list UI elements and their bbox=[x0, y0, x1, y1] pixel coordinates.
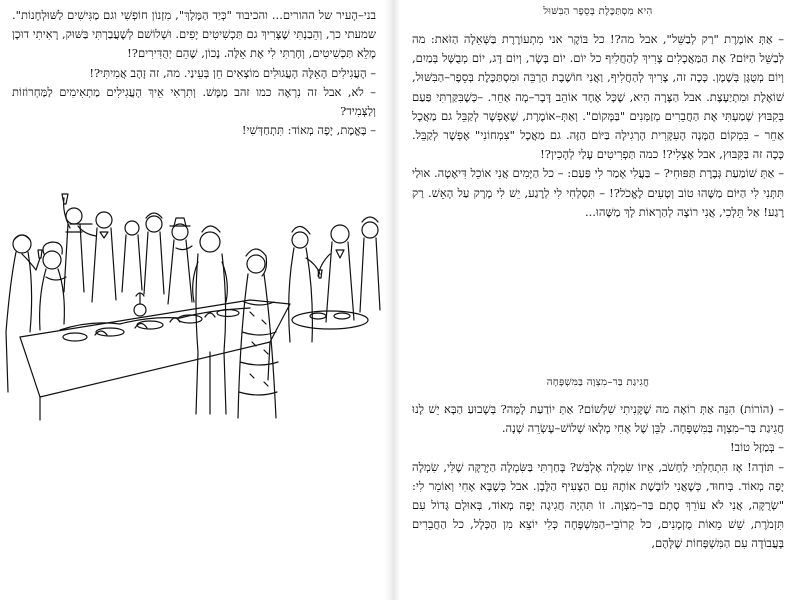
guest-figure bbox=[62, 194, 84, 292]
guest-figure bbox=[70, 212, 116, 302]
section-title: חֲגִיגַת בַּר–מִצְוָה בַּמִּשְׁפָּחָה bbox=[546, 377, 650, 388]
guest-figure bbox=[289, 226, 322, 342]
guest-figure bbox=[122, 213, 164, 294]
right-paragraph: – בְּמַזָּל טוֹב! bbox=[729, 440, 784, 455]
left-paragraph: – בֶּאֱמֶת, יָפֶה מְאוֹד: תִּתְחַדְּשִׁי! bbox=[241, 123, 376, 138]
party-illustration bbox=[0, 192, 384, 422]
left-paragraph: בני–הָעיר של ההורים... והכיבוד "כְּיַד הַמֶּלֶךְ", מִזְנוֹן חוֹפְשִׁי וגם מַגִּישִׁים לַשּׁוּלְחָנוֹת". שמעתי כך, וְהֵבַנְתִּי שֶׁצָּרִיךְ גם תַּכְשִׁיטִים יָפִים. וּשְׁלוֹשׁם לְשֶׁעֲבַרְתִּי בַּשּׁוּק, רָאִיתִי דוּכָן מָלֵא תַּכְשִׁיטִים, וְחָרַתִּי לִי אֶת אֵלֶּה. נָכוֹן, שֶׁהֵם יְהֻדִּירִים?! bbox=[12, 8, 376, 61]
left-paragraph: – הָעֲגִילִים הָאֵלֶּה הָעֲגוּלִים מוֹצְאִים חֵן בְּעֵינַי. מה, זה זָהָב אֲמִיתִּי?! bbox=[89, 65, 376, 80]
right-paragraph: – תּוֹדָה! אָז הִתְחַלְתִּי לַחְשֹׁב, אֵיזוֹ שִׂמְלָה אֶלְבַּשׁ? בָּחַרְתִּי בַּשִּׂמְלָה הַיְּרֻקָּה שֶׁלִּי, שִׂמְלָה יָפָה מְאוֹד. בְּיִחוּד, כְּשֶׁאֲנִי לוֹבֶשֶׁת אוֹתָהּ עִם הַצָּעִיף הַלָּבָן. אבל כְּשֶׁבָּא אָחִי וְאוֹמֵר לִי: "שְׂרֻקָּה, אֲנִי לֹא עוֹרֵךְ סְתָם בַּר–מִצְוָה. זוֹ תִּהְיֶה חֲגִיגָה יָפָה מְאוֹד, בְּאוּלָם גָּדוֹל עִם תִּזְמֹרֶת, שֵׁשׁ מֵאוֹת מֻזְמָנִים, כל קְרוֹבֵי–הַמִּשְׁפָּחָה כְּלִי יוֹצֵא מִן הַכְּלָל, כל הַחֲבֵרִים בָּעֲבוֹדָה עִם הַמִּשְׁפָּחוֹת שֶׁלָּהֶם, bbox=[412, 459, 784, 551]
guest-figure bbox=[238, 249, 278, 418]
right-paragraph: – (הוֹרוֹת) הִנֵּה אַתְּ רוֹאָה מה שֶׁקָּנִיתִי שִׁלְשׁוֹם? אַתְּ יוֹדַעַת לָמָּה? בְּשָׁבוּעַ הַבָּא יֵשׁ לָנוּ חֲגִיגַת בַּר–מִצְוָה בַּמִּשְׁפָּחָה. לַבֵּן שֶׁל אָחִי מָלְאוּ שְׁלוֹשׁ–עֶשְׂרֵה שָׁנָה. bbox=[412, 402, 784, 436]
right-paragraph: – אַתְּ שׁוֹמַעַת גְּבֶרֶת תַּפּוּחִי? – בַּעֲלִי אָמַר לִי פַּעַם: – כל הַיָּמִים אֲנִי אוֹכֵל דִּיאֶטָה. אוּלַי תִּתְּנִי לִי הַיּוֹם מַשֶּׁהוּ טוֹב וְטָעִים לֶאֱכֹל?! – תִּסְלְחִי לִי לְרֶגַע, יֵשׁ לִי מָרָק עַל הָאֵשׁ. רַק רֶגַע! אַל תֵּלְכִי, אֲנִי רוֹצָה לְהַרְאוֹת לָךְ מַשֶּׁהוּ... bbox=[412, 166, 784, 219]
guest-figure bbox=[318, 225, 354, 322]
banquet-table bbox=[20, 300, 290, 397]
guest-figure bbox=[193, 226, 228, 414]
guest-figure bbox=[40, 242, 66, 330]
left-paragraph: – לֹא, אבל זה נִרְאֶה כמו זהב מַמָּשׁ. וְתִרְאִי אֵיךְ הָעֲגִילִים מַתְאִימִים לַמַּחְרוֹזוֹת וְלַצְּמִיד? bbox=[12, 84, 376, 119]
guest-figure bbox=[6, 235, 42, 392]
right-paragraph: – אַתְּ אוֹמֶרֶת "רַק לְבַשֵּׁל", אבל מה?! כל בּוֹקֶר אני מִתְעוֹרֶרֶת בַּשְּׁאֵלָה הַזֹּאת: מה לְבַשֵּׁל הַיּוֹם? אֶת הַמַּאֲכָלִים צָרִיךְ לְהַחֲלִיף כל יוֹם. יוֹם בָּשָׂר, וְיוֹם דָּג, יוֹם מְבֻשָּׁל בְּמַיִם, וְיוֹם מְטֻגָּן בְּשֶׁמֶן. כָּכָה זה, צָרִיךְ לְהַחֲלִיף, וַאֲנִי חוֹשֶׁבֶת הַרְבֵּה וּמִסְתַּכֶּלֶת בְּסֵפֶר–הַבִּשּׁוּל, שׁוֹאֶלֶת וּמִתְיַעֶצֶת. אבל הַצָּרָה הִיא, שֶׁכָּל אֶחָד אוֹהֵב דָּבָר–מָה אַחֵר. –כְּשֶׁבִּקַּרְתִּי פַּעַם בְּקִבּוּץ שָׁמַעְתִּי אֶת הַחֲבֵרִים מְזַמְּנִים "בַּמָּקוֹם". וְאַתְּ–אוֹמֶרֶת, שֶׁאֶפְשָׁר לְקַבֵּל גם מַאֲכָל אַחֵר – בִּמְקוֹם הַמָּנָה הָעִקָּרִית הָרְגִילָה בַּיּוֹם הַזֶּה. גם מַאֲכָל "צִמְחוֹנִי" אֶפְשָׁר לְקַבֵּל. כָּכָה זה בַּקִּבּוּץ, אבל אֶצְלִי?! כמה תַּפְרִיטִים עָלַי לְהָכִין?! bbox=[412, 32, 784, 162]
book-gutter bbox=[384, 0, 400, 600]
running-head: הִיא מִסְתַּכֶּלֶת בְּסֵפֶר הַבִּשּׁוּל bbox=[543, 6, 653, 17]
left-page-text bbox=[12, 6, 376, 140]
guest-figure bbox=[168, 218, 192, 304]
right-page-text-top bbox=[412, 30, 784, 222]
right-page-text-bottom bbox=[412, 400, 784, 554]
guest-figure bbox=[360, 217, 380, 312]
